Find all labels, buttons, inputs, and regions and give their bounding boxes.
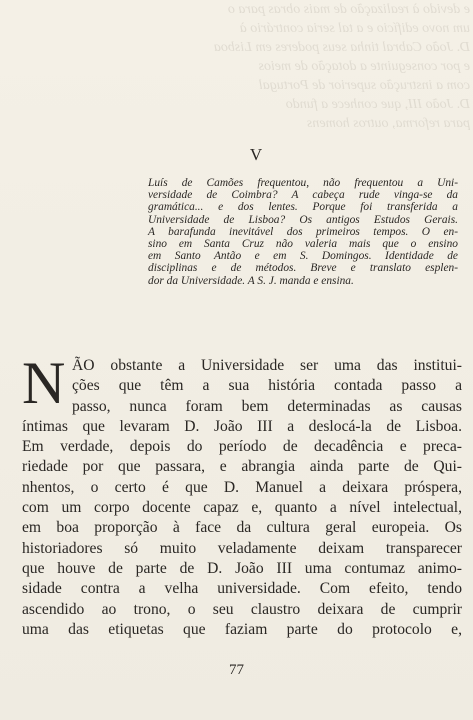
- body-line: que houve de parte de D. João III uma contumaz animo-: [22, 559, 462, 577]
- body-line: ções que têm a sua história contada passo a: [72, 377, 462, 395]
- chapter-summary: [148, 177, 458, 287]
- body-line: historiadores só muito veladamente deixam transparecer: [22, 539, 462, 557]
- page-number: 77: [229, 662, 244, 678]
- body-line: riedade por que passara, e abrangia ainda parte de Qui-: [22, 458, 462, 476]
- summary-line: versidade de Coimbra? A cabeça rude vinga-se da: [148, 189, 458, 202]
- summary-line: Universidade de Lisboa? Os antigos Estudos Gerais.: [148, 213, 458, 226]
- summary-line: disciplinas e de métodos. Breve e translato esplen-: [148, 262, 458, 275]
- drop-cap: N: [22, 350, 66, 416]
- chapter-number: V: [249, 145, 264, 164]
- body-line: sidade contra a velha universidade. Com efeito, tendo: [22, 580, 462, 598]
- summary-line: dor da Universidade. A S. J. manda e ensina.: [148, 274, 354, 287]
- summary-line: Luís de Camões frequentou, não frequentou a Uni-: [148, 177, 458, 189]
- body-line: ÃO obstante a Universidade ser uma das institui-: [72, 357, 462, 374]
- summary-line: sino em Santa Cruz não valeria mais que o ensino: [148, 238, 458, 251]
- body-line: com um corpo docente capaz e, quanto a nível intelectual,: [22, 499, 462, 517]
- body-line: em boa proporção à face da cultura geral europeia. Os: [22, 519, 462, 537]
- show-through-text: e devido à realização de mais obras para o um novo edifício e a tal seria contrário à D. João Cabral tinha seus poderes em Lisboa e por conseguinte a dotação de meios com a instrução superior de Portugal D. João III, que conhece a fundo para reforma, outros homens: [213, 2, 470, 130]
- body-line: nhentos, o certo é que D. Manuel a deixara próspera,: [22, 478, 462, 496]
- body-line: íntimas que levaram D. João III a deslocá-la de Lisboa.: [22, 417, 462, 435]
- body-line: passo, nunca foram bem determinadas as causas: [72, 397, 462, 415]
- summary-line: gramática... e dos lentes. Porque foi transferida a: [148, 201, 458, 214]
- summary-line: A barafunda inevitável dos primeiros tempos. O en-: [148, 225, 458, 238]
- body-line: uma das etiquetas que faziam parte do protocolo e,: [22, 620, 462, 638]
- body-line: ascendido ao trono, o seu claustro deixara de cumprir: [22, 600, 462, 618]
- body-paragraph: [22, 356, 462, 640]
- summary-line: em Santo Antão e em S. Domingos. Identidade de: [148, 250, 458, 263]
- body-line: Em verdade, depois do período de decadência e preca-: [22, 438, 462, 456]
